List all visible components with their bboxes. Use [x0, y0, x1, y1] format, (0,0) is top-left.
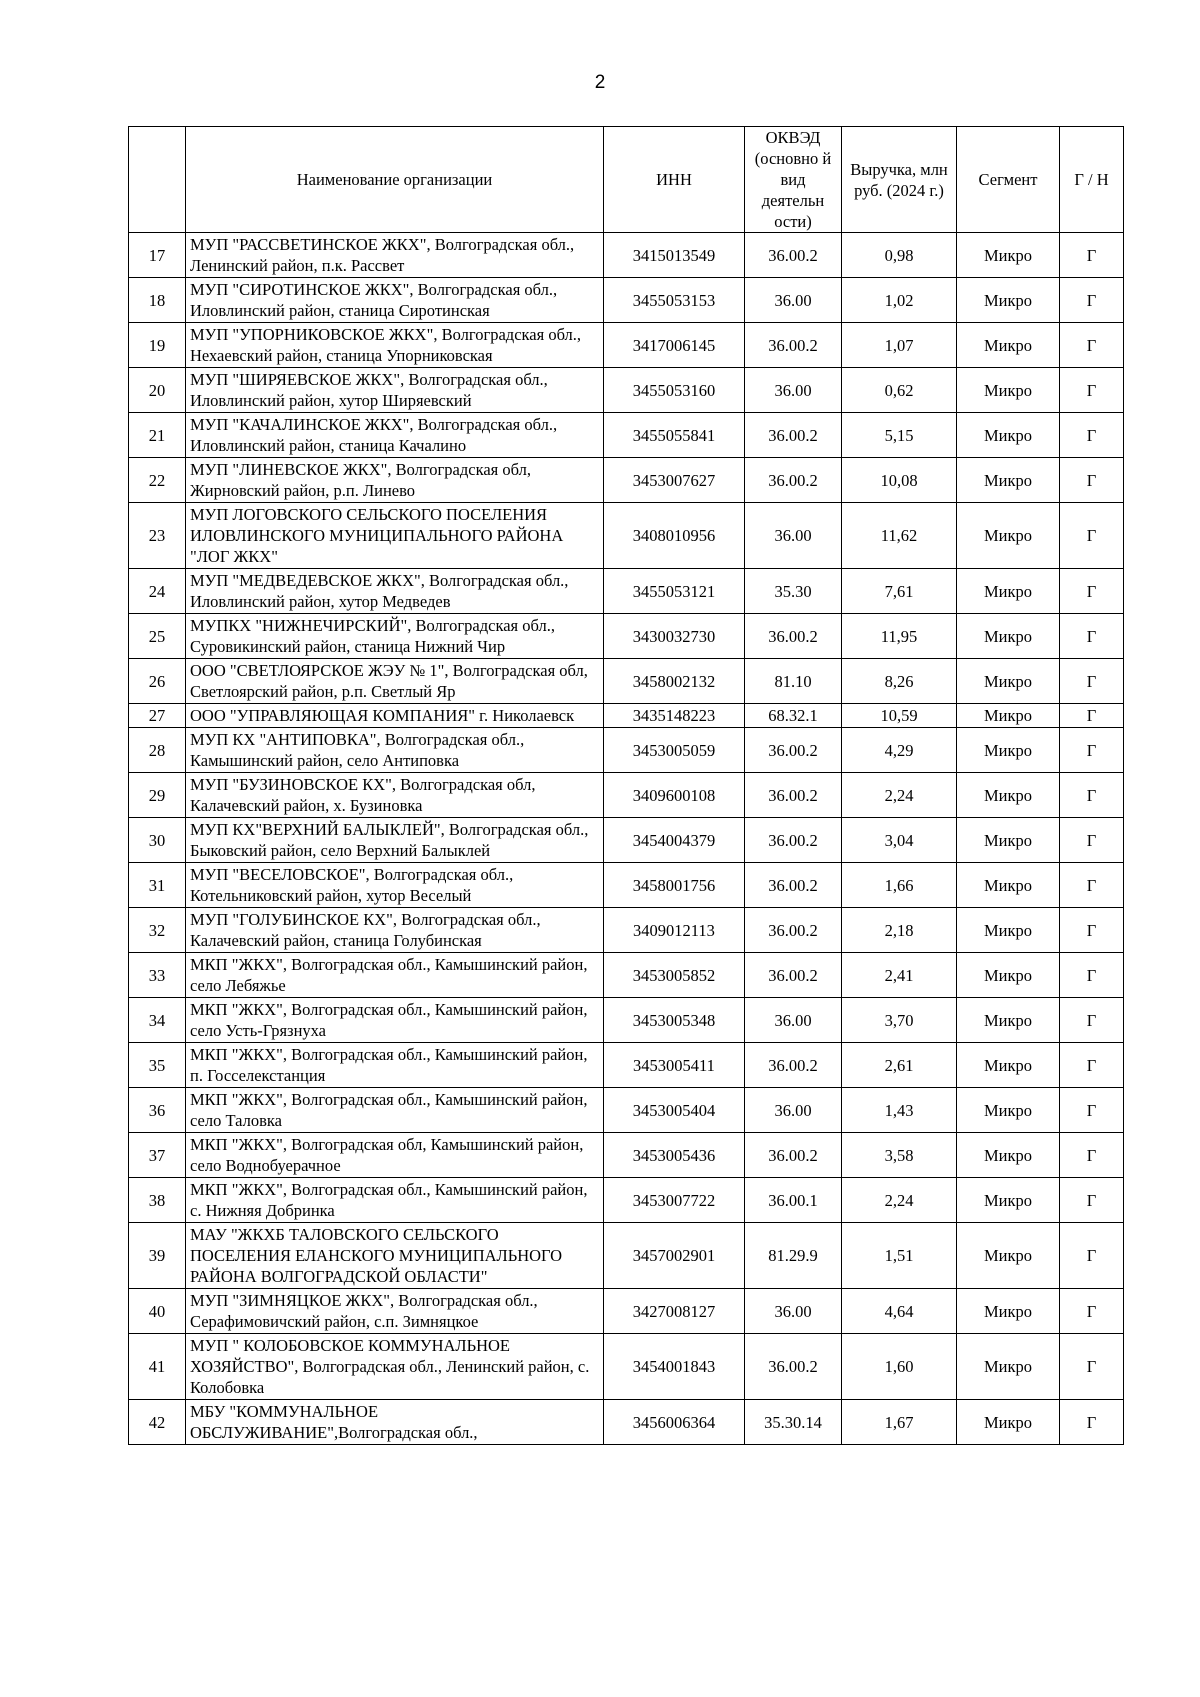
organizations-table [128, 126, 1124, 1445]
gn-cell: Г [1060, 998, 1124, 1043]
row-number: 39 [129, 1223, 186, 1289]
gn-cell: Г [1060, 863, 1124, 908]
row-number: 33 [129, 953, 186, 998]
segment-cell: Микро [957, 368, 1060, 413]
gn-cell: Г [1060, 1223, 1124, 1289]
revenue-cell: 10,59 [842, 704, 957, 728]
row-number: 24 [129, 569, 186, 614]
table-row [129, 1178, 1124, 1223]
segment-cell: Микро [957, 413, 1060, 458]
revenue-cell: 0,62 [842, 368, 957, 413]
okved-cell: 36.00 [745, 1289, 842, 1334]
revenue-cell: 4,64 [842, 1289, 957, 1334]
okved-cell: 36.00.2 [745, 773, 842, 818]
row-number: 20 [129, 368, 186, 413]
inn-cell: 3415013549 [604, 233, 745, 278]
row-number: 34 [129, 998, 186, 1043]
okved-cell: 36.00 [745, 998, 842, 1043]
inn-cell: 3453005852 [604, 953, 745, 998]
gn-cell: Г [1060, 323, 1124, 368]
organization-name: МУП "ВЕСЕЛОВСКОЕ", Волгоградская обл., Котельниковский район, хутор Веселый [186, 863, 604, 908]
gn-cell: Г [1060, 1400, 1124, 1445]
revenue-cell: 5,15 [842, 413, 957, 458]
revenue-cell: 2,18 [842, 908, 957, 953]
gn-cell: Г [1060, 1178, 1124, 1223]
inn-cell: 3453005404 [604, 1088, 745, 1133]
segment-cell: Микро [957, 659, 1060, 704]
okved-cell: 36.00.2 [745, 1334, 842, 1400]
table-row [129, 998, 1124, 1043]
revenue-cell: 1,43 [842, 1088, 957, 1133]
header-name: Наименование организации [186, 127, 604, 233]
inn-cell: 3409600108 [604, 773, 745, 818]
row-number: 29 [129, 773, 186, 818]
okved-cell: 36.00.2 [745, 323, 842, 368]
header-segment: Сегмент [957, 127, 1060, 233]
segment-cell: Микро [957, 1178, 1060, 1223]
segment-cell: Микро [957, 1133, 1060, 1178]
revenue-cell: 3,04 [842, 818, 957, 863]
segment-cell: Микро [957, 1223, 1060, 1289]
gn-cell: Г [1060, 569, 1124, 614]
gn-cell: Г [1060, 1088, 1124, 1133]
row-number: 35 [129, 1043, 186, 1088]
okved-cell: 35.30 [745, 569, 842, 614]
inn-cell: 3455053121 [604, 569, 745, 614]
table-row [129, 773, 1124, 818]
table-body [129, 233, 1124, 1445]
okved-cell: 36.00 [745, 368, 842, 413]
table-row [129, 503, 1124, 569]
okved-cell: 36.00.2 [745, 818, 842, 863]
row-number: 17 [129, 233, 186, 278]
organization-name: МУП "МЕДВЕДЕВСКОЕ ЖКХ", Волгоградская обл., Иловлинский район, хутор Медведев [186, 569, 604, 614]
table-row [129, 1133, 1124, 1178]
gn-cell: Г [1060, 368, 1124, 413]
inn-cell: 3455053160 [604, 368, 745, 413]
row-number: 23 [129, 503, 186, 569]
table-row [129, 953, 1124, 998]
inn-cell: 3453005436 [604, 1133, 745, 1178]
gn-cell: Г [1060, 278, 1124, 323]
table-row [129, 863, 1124, 908]
gn-cell: Г [1060, 1043, 1124, 1088]
okved-cell: 36.00.2 [745, 953, 842, 998]
row-number: 42 [129, 1400, 186, 1445]
organization-name: МУПКХ "НИЖНЕЧИРСКИЙ", Волгоградская обл., Суровикинский район, станица Нижний Чир [186, 614, 604, 659]
revenue-cell: 1,66 [842, 863, 957, 908]
row-number: 27 [129, 704, 186, 728]
organization-name: МУП "ЗИМНЯЦКОЕ ЖКХ", Волгоградская обл., Серафимовичский район, с.п. Зимняцкое [186, 1289, 604, 1334]
table-row [129, 1289, 1124, 1334]
okved-cell: 36.00.2 [745, 458, 842, 503]
okved-cell: 68.32.1 [745, 704, 842, 728]
organization-name: МУП "ШИРЯЕВСКОЕ ЖКХ", Волгоградская обл., Иловлинский район, хутор Ширяевский [186, 368, 604, 413]
segment-cell: Микро [957, 1088, 1060, 1133]
table-row [129, 614, 1124, 659]
gn-cell: Г [1060, 1133, 1124, 1178]
table-row [129, 368, 1124, 413]
table-row [129, 704, 1124, 728]
okved-cell: 81.10 [745, 659, 842, 704]
header-inn: ИНН [604, 127, 745, 233]
segment-cell: Микро [957, 1043, 1060, 1088]
revenue-cell: 11,95 [842, 614, 957, 659]
row-number: 25 [129, 614, 186, 659]
inn-cell: 3408010956 [604, 503, 745, 569]
inn-cell: 3409012113 [604, 908, 745, 953]
row-number: 30 [129, 818, 186, 863]
inn-cell: 3454004379 [604, 818, 745, 863]
table-row [129, 458, 1124, 503]
table-row [129, 1223, 1124, 1289]
header-okved: ОКВЭД (основно й вид деятельн ости) [745, 127, 842, 233]
segment-cell: Микро [957, 503, 1060, 569]
page-number: 2 [594, 72, 606, 93]
header-num [129, 127, 186, 233]
gn-cell: Г [1060, 953, 1124, 998]
gn-cell: Г [1060, 413, 1124, 458]
organization-name: МБУ "КОММУНАЛЬНОЕ ОБСЛУЖИВАНИЕ",Волгоградская обл., [186, 1400, 604, 1445]
row-number: 26 [129, 659, 186, 704]
gn-cell: Г [1060, 908, 1124, 953]
row-number: 38 [129, 1178, 186, 1223]
inn-cell: 3427008127 [604, 1289, 745, 1334]
row-number: 22 [129, 458, 186, 503]
okved-cell: 36.00.2 [745, 233, 842, 278]
segment-cell: Микро [957, 998, 1060, 1043]
organization-name: МКП "ЖКХ", Волгоградская обл., Камышинский район, село Лебяжье [186, 953, 604, 998]
okved-cell: 36.00.2 [745, 908, 842, 953]
row-number: 40 [129, 1289, 186, 1334]
revenue-cell: 1,67 [842, 1400, 957, 1445]
table-row [129, 569, 1124, 614]
table-row [129, 659, 1124, 704]
inn-cell: 3435148223 [604, 704, 745, 728]
inn-cell: 3417006145 [604, 323, 745, 368]
segment-cell: Микро [957, 1289, 1060, 1334]
okved-cell: 36.00 [745, 1088, 842, 1133]
revenue-cell: 10,08 [842, 458, 957, 503]
segment-cell: Микро [957, 818, 1060, 863]
organization-name: МУП ЛОГОВСКОГО СЕЛЬСКОГО ПОСЕЛЕНИЯ ИЛОВЛИНСКОГО МУНИЦИПАЛЬНОГО РАЙОНА "ЛОГ ЖКХ" [186, 503, 604, 569]
segment-cell: Микро [957, 323, 1060, 368]
gn-cell: Г [1060, 818, 1124, 863]
okved-cell: 36.00.2 [745, 1043, 842, 1088]
segment-cell: Микро [957, 953, 1060, 998]
segment-cell: Микро [957, 1400, 1060, 1445]
revenue-cell: 1,51 [842, 1223, 957, 1289]
okved-cell: 36.00.2 [745, 728, 842, 773]
organization-name: МАУ "ЖКХБ ТАЛОВСКОГО СЕЛЬСКОГО ПОСЕЛЕНИЯ ЕЛАНСКОГО МУНИЦИПАЛЬНОГО РАЙОНА ВОЛГОГРАДСКОЙ ОБЛАСТИ" [186, 1223, 604, 1289]
header-gn: Г / Н [1060, 127, 1124, 233]
segment-cell: Микро [957, 458, 1060, 503]
segment-cell: Микро [957, 728, 1060, 773]
row-number: 18 [129, 278, 186, 323]
organization-name: МУП "СИРОТИНСКОЕ ЖКХ", Волгоградская обл., Иловлинский район, станица Сиротинская [186, 278, 604, 323]
revenue-cell: 2,24 [842, 1178, 957, 1223]
inn-cell: 3453005348 [604, 998, 745, 1043]
segment-cell: Микро [957, 569, 1060, 614]
okved-cell: 36.00.2 [745, 1133, 842, 1178]
segment-cell: Микро [957, 233, 1060, 278]
organization-name: МУП "ГОЛУБИНСКОЕ КХ", Волгоградская обл., Калачевский район, станица Голубинская [186, 908, 604, 953]
table-row [129, 413, 1124, 458]
organization-name: МУП КХ "АНТИПОВКА", Волгоградская обл., Камышинский район, село Антиповка [186, 728, 604, 773]
table-header-row [129, 127, 1124, 233]
table-row [129, 818, 1124, 863]
segment-cell: Микро [957, 863, 1060, 908]
revenue-cell: 1,60 [842, 1334, 957, 1400]
inn-cell: 3453007722 [604, 1178, 745, 1223]
revenue-cell: 2,61 [842, 1043, 957, 1088]
table-row [129, 323, 1124, 368]
segment-cell: Микро [957, 614, 1060, 659]
segment-cell: Микро [957, 908, 1060, 953]
table-row [129, 1334, 1124, 1400]
segment-cell: Микро [957, 704, 1060, 728]
table-header [129, 127, 1124, 233]
revenue-cell: 1,07 [842, 323, 957, 368]
row-number: 41 [129, 1334, 186, 1400]
organization-name: МУП "БУЗИНОВСКОЕ КХ", Волгоградская обл, Калачевский район, х. Бузиновка [186, 773, 604, 818]
organization-name: МКП "ЖКХ", Волгоградская обл, Камышинский район, село Воднобуерачное [186, 1133, 604, 1178]
gn-cell: Г [1060, 728, 1124, 773]
inn-cell: 3455053153 [604, 278, 745, 323]
organization-name: ООО "УПРАВЛЯЮЩАЯ КОМПАНИЯ" г. Николаевск [186, 704, 604, 728]
inn-cell: 3453005059 [604, 728, 745, 773]
organization-name: МКП "ЖКХ", Волгоградская обл., Камышинский район, с. Нижняя Добринка [186, 1178, 604, 1223]
okved-cell: 36.00 [745, 503, 842, 569]
okved-cell: 36.00.2 [745, 614, 842, 659]
inn-cell: 3457002901 [604, 1223, 745, 1289]
okved-cell: 36.00.2 [745, 413, 842, 458]
inn-cell: 3453007627 [604, 458, 745, 503]
inn-cell: 3455055841 [604, 413, 745, 458]
revenue-cell: 2,24 [842, 773, 957, 818]
organization-name: МКП "ЖКХ", Волгоградская обл., Камышинский район, п. Госселекстанция [186, 1043, 604, 1088]
segment-cell: Микро [957, 773, 1060, 818]
organization-name: ООО "СВЕТЛОЯРСКОЕ ЖЭУ № 1", Волгоградская обл, Светлоярский район, р.п. Светлый Яр [186, 659, 604, 704]
header-revenue: Выручка, млн руб. (2024 г.) [842, 127, 957, 233]
row-number: 31 [129, 863, 186, 908]
gn-cell: Г [1060, 704, 1124, 728]
table-row [129, 908, 1124, 953]
inn-cell: 3456006364 [604, 1400, 745, 1445]
organization-name: МУП "РАССВЕТИНСКОЕ ЖКХ", Волгоградская обл., Ленинский район, п.к. Рассвет [186, 233, 604, 278]
organization-name: МКП "ЖКХ", Волгоградская обл., Камышинский район, село Таловка [186, 1088, 604, 1133]
revenue-cell: 1,02 [842, 278, 957, 323]
okved-cell: 36.00.2 [745, 863, 842, 908]
segment-cell: Микро [957, 1334, 1060, 1400]
row-number: 21 [129, 413, 186, 458]
organization-name: МКП "ЖКХ", Волгоградская обл., Камышинский район, село Усть-Грязнуха [186, 998, 604, 1043]
okved-cell: 35.30.14 [745, 1400, 842, 1445]
inn-cell: 3454001843 [604, 1334, 745, 1400]
gn-cell: Г [1060, 1334, 1124, 1400]
row-number: 32 [129, 908, 186, 953]
revenue-cell: 3,58 [842, 1133, 957, 1178]
okved-cell: 36.00.1 [745, 1178, 842, 1223]
gn-cell: Г [1060, 458, 1124, 503]
gn-cell: Г [1060, 233, 1124, 278]
gn-cell: Г [1060, 659, 1124, 704]
revenue-cell: 11,62 [842, 503, 957, 569]
organization-name: МУП "ЛИНЕВСКОЕ ЖКХ", Волгоградская обл, Жирновский район, р.п. Линево [186, 458, 604, 503]
table-row [129, 1088, 1124, 1133]
inn-cell: 3453005411 [604, 1043, 745, 1088]
row-number: 19 [129, 323, 186, 368]
inn-cell: 3458001756 [604, 863, 745, 908]
gn-cell: Г [1060, 1289, 1124, 1334]
organization-name: МУП "УПОРНИКОВСКОЕ ЖКХ", Волгоградская обл., Нехаевский район, станица Упорниковская [186, 323, 604, 368]
inn-cell: 3458002132 [604, 659, 745, 704]
revenue-cell: 2,41 [842, 953, 957, 998]
row-number: 37 [129, 1133, 186, 1178]
organization-name: МУП КХ"ВЕРХНИЙ БАЛЫКЛЕЙ", Волгоградская обл., Быковский район, село Верхний Балыклей [186, 818, 604, 863]
table-row [129, 278, 1124, 323]
organization-name: МУП "КАЧАЛИНСКОЕ ЖКХ", Волгоградская обл., Иловлинский район, станица Качалино [186, 413, 604, 458]
gn-cell: Г [1060, 773, 1124, 818]
inn-cell: 3430032730 [604, 614, 745, 659]
revenue-cell: 0,98 [842, 233, 957, 278]
gn-cell: Г [1060, 503, 1124, 569]
table-row [129, 728, 1124, 773]
okved-cell: 36.00 [745, 278, 842, 323]
revenue-cell: 4,29 [842, 728, 957, 773]
gn-cell: Г [1060, 614, 1124, 659]
revenue-cell: 8,26 [842, 659, 957, 704]
row-number: 36 [129, 1088, 186, 1133]
table-row [129, 233, 1124, 278]
revenue-cell: 3,70 [842, 998, 957, 1043]
table-row [129, 1400, 1124, 1445]
revenue-cell: 7,61 [842, 569, 957, 614]
row-number: 28 [129, 728, 186, 773]
segment-cell: Микро [957, 278, 1060, 323]
okved-cell: 81.29.9 [745, 1223, 842, 1289]
organization-name: МУП " КОЛОБОВСКОЕ КОММУНАЛЬНОЕ ХОЗЯЙСТВО", Волгоградская обл., Ленинский район, с. Колобовка [186, 1334, 604, 1400]
table-row [129, 1043, 1124, 1088]
